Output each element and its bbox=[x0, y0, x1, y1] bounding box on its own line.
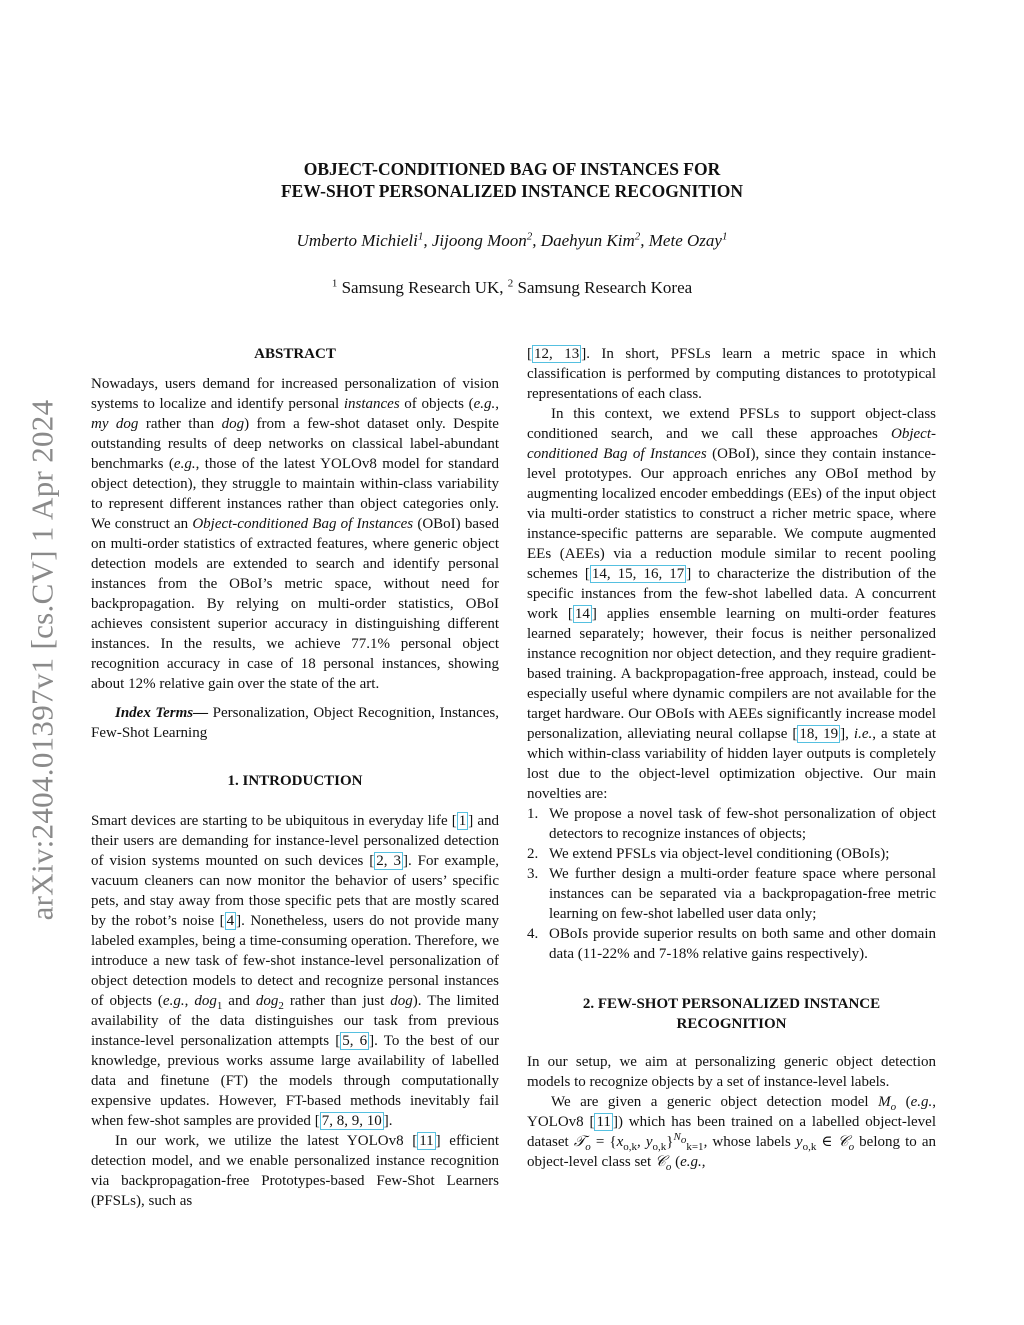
title-line-2: FEW-SHOT PERSONALIZED INSTANCE RECOGNITION bbox=[280, 181, 744, 201]
setup-paragraph-2: We are given a generic object detection model $M_o$ (e.g., YOLOv8 [ 11 ]) which has been trained on a labelled object-level dataset 𝒯$_o$ = {$x_{o,k}$, $y_{o,k}\}^{N_o}_{k=1}$, whose labels $y_{o,k}$ ∈ 𝒞$_o$ belong to an object-level class set 𝒞$_o$ (e.g., bbox=[527, 1094, 937, 1173]
citation-link[interactable]: 5, 6 bbox=[342, 1033, 368, 1049]
list-item: 1. We propose a novel task of few-shot personalization of object detectors to recognize instances of objects; bbox=[527, 806, 936, 842]
index-terms-label: Index Terms— bbox=[115, 705, 209, 721]
title-line-1: OBJECT-CONDITIONED BAG OF INSTANCES FOR bbox=[303, 159, 721, 179]
affiliations: $^1$ Samsung Research UK, $^2$ Samsung Research Korea bbox=[331, 277, 693, 297]
section-1-heading: 1. INTRODUCTION bbox=[227, 773, 363, 789]
left-column bbox=[91, 344, 499, 1211]
citation-link[interactable]: 11 bbox=[419, 1133, 434, 1149]
list-item: 3. We further design a multi-order feature space where personal instances can be separated via a backpropagation-free metric learning on few-shot labelled user data only; bbox=[527, 866, 936, 922]
list-item: 2. We extend PFSLs via object-level conditioning (OBoIs); bbox=[527, 846, 890, 862]
author-4: Mete Ozay bbox=[648, 231, 722, 250]
abstract-text: Nowadays, users demand for increased personalization of vision systems to localize and identify personal instances of objects (e.g., my dog rather than dog) from a few-shot dataset only. Despite outstanding results of deep networks on classical label-abundant benchmarks (e.g., those of the latest YOLOv8 model for standard object detection), they struggle to maintain within-class variability to represent different instances rather than object categories only. We construct an Object-conditioned Bag of Instances (OBoI) based on multi-order statistics of extracted features, where generic object detection models are extended to search and identify personal instances from the OBoI’s metric space, without need for backpropagation. By relying on multi-order statistics, OBoI achieves consistent superior accuracy in distinguishing different instances. In the results, we achieve 77.1% personal object recognition accuracy in case of 18 personal instances, showing about 12% relative gain over the state of the art. bbox=[91, 376, 499, 692]
novelty-list bbox=[527, 804, 936, 964]
abstract-heading: ABSTRACT bbox=[254, 346, 336, 362]
citation-link[interactable]: 7, 8, 9, 10 bbox=[321, 1113, 382, 1129]
citation-link[interactable]: 14 bbox=[574, 606, 590, 622]
citation-link[interactable]: 12, 13 bbox=[534, 346, 580, 362]
intro-paragraph-1: Smart devices are starting to be ubiquitous in everyday life [ 1 ] and their users are demanding for instance-level personalized detection of vision systems mounted on such devices [ 2, 3 ]. For example, vacuum cleaners can now monitor the behavior of users’ specific pets, and stay away from those specific pets that are mostly scared by the robot’s noise [ 4 ]. Nonetheless, users do not provide many labeled examples, being a time-consuming operation. Therefore, we introduce a new task of few-shot instance-level personalization of object detection models to detect and recognize personal instances of objects (e.g., dog$_1$ and dog$_2$ rather than just dog). The limited availability of the data distinguishes our task from previous instance-level personalization attempts [ 5, 6 ]. To the best of our knowledge, previous works assume large availability of labelled data and finetune (FT) the models through computationally expensive updates. However, FT-based methods inevitably fail when few-shot samples are provided [ 7, 8, 9, 10 ]. bbox=[91, 813, 500, 1129]
author-3: Daehyun Kim bbox=[540, 231, 635, 250]
list-item: 4. OBoIs provide superior results on both same and other domain data (11-22% and 7-18% relative gains respectively). bbox=[527, 926, 936, 962]
citation-link[interactable]: 18, 19 bbox=[799, 726, 839, 742]
setup-paragraph-1: In our setup, we aim at personalizing generic object detection models to recognize objects by a set of instance-level labels. bbox=[527, 1054, 936, 1090]
author-2: Jijoong Moon bbox=[431, 231, 527, 250]
affiliation-1: Samsung Research UK bbox=[341, 278, 500, 297]
arxiv-identifier bbox=[22, 360, 62, 960]
citation-link[interactable]: 1 bbox=[458, 813, 467, 829]
citation-link[interactable]: 14, 15, 16, 17 bbox=[591, 566, 685, 582]
intro-paragraph-2-end: [ 12, 13 ]. In short, PFSLs learn a metric space in which classification is performed by computing distances to prototypical representations of each class. bbox=[527, 346, 937, 402]
paper-title bbox=[0, 158, 1024, 202]
intro-paragraph-2-start: In our work, we utilize the latest YOLOv8 [ 11 ] efficient detection model, and we enable personalized instance recognition via backpropagation-free Prototypes-based Few-Shot Learners (PFSLs), such as bbox=[91, 1133, 499, 1209]
right-column bbox=[527, 344, 936, 1172]
author-1: Umberto Michieli bbox=[296, 231, 418, 250]
citation-link[interactable]: 2, 3 bbox=[376, 853, 401, 869]
arxiv-identifier-text: arXiv:2404.01397v1 [cs.CV] 1 Apr 2024 bbox=[24, 399, 59, 921]
affiliation-2: Samsung Research Korea bbox=[517, 278, 693, 297]
author-list: Umberto Michieli$^1$, Jijoong Moon$^2$, Daehyun Kim$^2$, Mete Ozay$^1$ bbox=[296, 230, 728, 250]
citation-link[interactable]: 11 bbox=[596, 1114, 611, 1130]
intro-paragraph-3: In this context, we extend PFSLs to support object-class conditioned search, and we call these approaches Object-conditioned Bag of Instances (OBoI), since they contain instance-level prototypes. Our approach enriches any OBoI method by augmenting localized encoder embeddings (EEs) of the input object via multi-order statistics to construct a richer metric space, where instance-specific patterns are separable. We compute augmented EEs (AEEs) via a reduction module similar to recent pooling schemes [ 14, 15, 16, 17 ] to characterize the distribution of the specific instances from the few-shot labelled data. A concurrent work [ 14 ] applies ensemble learning on multi-order features learned separately; however, their focus is neither personalized instance recognition nor object detection, and they require gradient-based training. A backpropagation-free approach, instead, could be especially useful where dynamic compilers are not available for the target hardware. Our OBoIs with AEEs significantly increase model personalization, alleviating neural collapse [ 18, 19 ], i.e., a state at which within-class variability of hidden layer outputs is completely lost due to the object-level optimization objective. Our main novelties are: bbox=[527, 406, 936, 802]
citation-link[interactable]: 4 bbox=[226, 913, 235, 929]
section-2-heading: 2. FEW-SHOT PERSONALIZED INSTANCE RECOGNITION bbox=[582, 996, 881, 1032]
index-terms: Index Terms— Personalization, Object Recognition, Instances, Few-Shot Learning bbox=[91, 705, 500, 741]
